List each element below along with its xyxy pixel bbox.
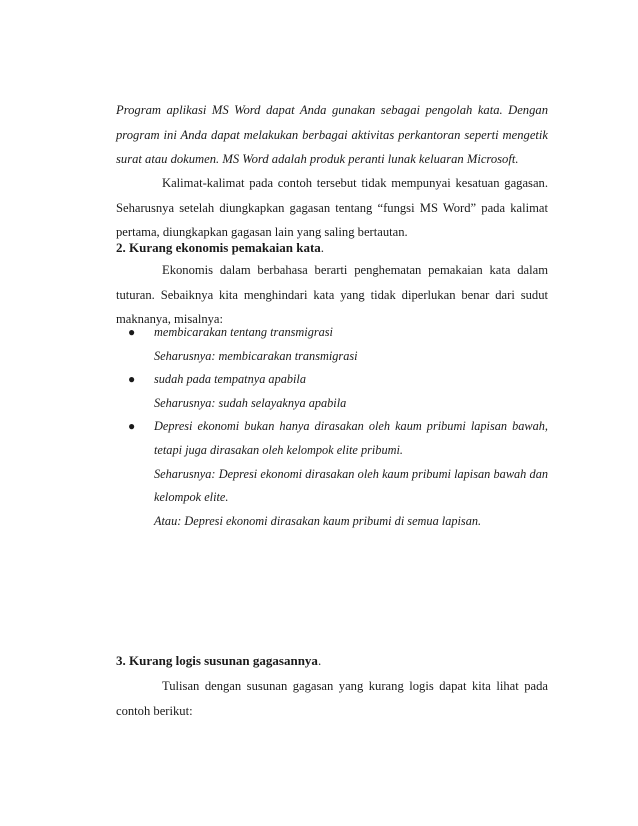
paragraph-ekonomis: Ekonomis dalam berbahasa berarti penghematan pemakaian kata dalam tuturan. Sebaiknya kita menghindari kata yang tidak diperlukan benar dari sudut maknanya, misalnya:: [116, 263, 548, 327]
list-item-correction: Seharusnya: Depresi ekonomi dirasakan oleh kaum pribumi lapisan bawah dan kelompok elite.: [154, 466, 548, 505]
example-list: [116, 321, 548, 533]
heading-kurang-logis-text: 3. Kurang logis susunan gagasannya: [116, 653, 318, 668]
list-item-alternative: Atau: Depresi ekonomi dirasakan kaum pribumi di semua lapisan.: [154, 513, 482, 528]
list-item: [116, 415, 548, 533]
list-item-text: membicarakan tentang transmigrasi: [154, 325, 333, 339]
heading-kurang-ekonomis-text: 2. Kurang ekonomis pemakaian kata: [116, 240, 321, 255]
list-item-text: sudah pada tempatnya apabila: [154, 372, 306, 387]
list-item: [116, 321, 548, 368]
paragraph-ms-word: Program aplikasi MS Word dapat Anda gunakan sebagai pengolah kata. Dengan program ini Anda dapat melakukan berbagai aktivitas perkantoran seperti mengetik surat atau dokumen. MS Word adalah produk peranti lunak keluaran Microsoft.: [116, 103, 548, 167]
list-item-text: Depresi ekonomi bukan hanya dirasakan oleh kaum pribumi lapisan bawah, tetapi juga dirasakan oleh kelompok elite pribumi.: [154, 419, 548, 457]
list-item-correction: Seharusnya: membicarakan transmigrasi: [154, 348, 358, 363]
list-item: [116, 368, 548, 415]
heading-kurang-logis: [116, 649, 548, 674]
heading-kurang-ekonomis-dot: .: [320, 240, 325, 255]
heading-kurang-ekonomis: [116, 236, 548, 261]
bullet-icon: ●: [128, 419, 136, 434]
paragraph-susunan-gagasan: Tulisan dengan susunan gagasan yang kurang logis dapat kita lihat pada contoh berikut:: [116, 679, 548, 718]
paragraph-kesatuan-gagasan: Kalimat-kalimat pada contoh tersebut tidak mempunyai kesatuan gagasan. Seharusnya setelah diungkapkan gagasan tentang “fungsi MS Word” pada kalimat pertama, diungkapkan gagasan lain yang saling bertautan.: [116, 176, 548, 240]
bullet-icon: ●: [128, 325, 136, 339]
bullet-icon: ●: [128, 372, 136, 387]
heading-kurang-logis-dot: .: [317, 653, 322, 668]
list-item-correction: Seharusnya: sudah selayaknya apabila: [154, 395, 347, 410]
